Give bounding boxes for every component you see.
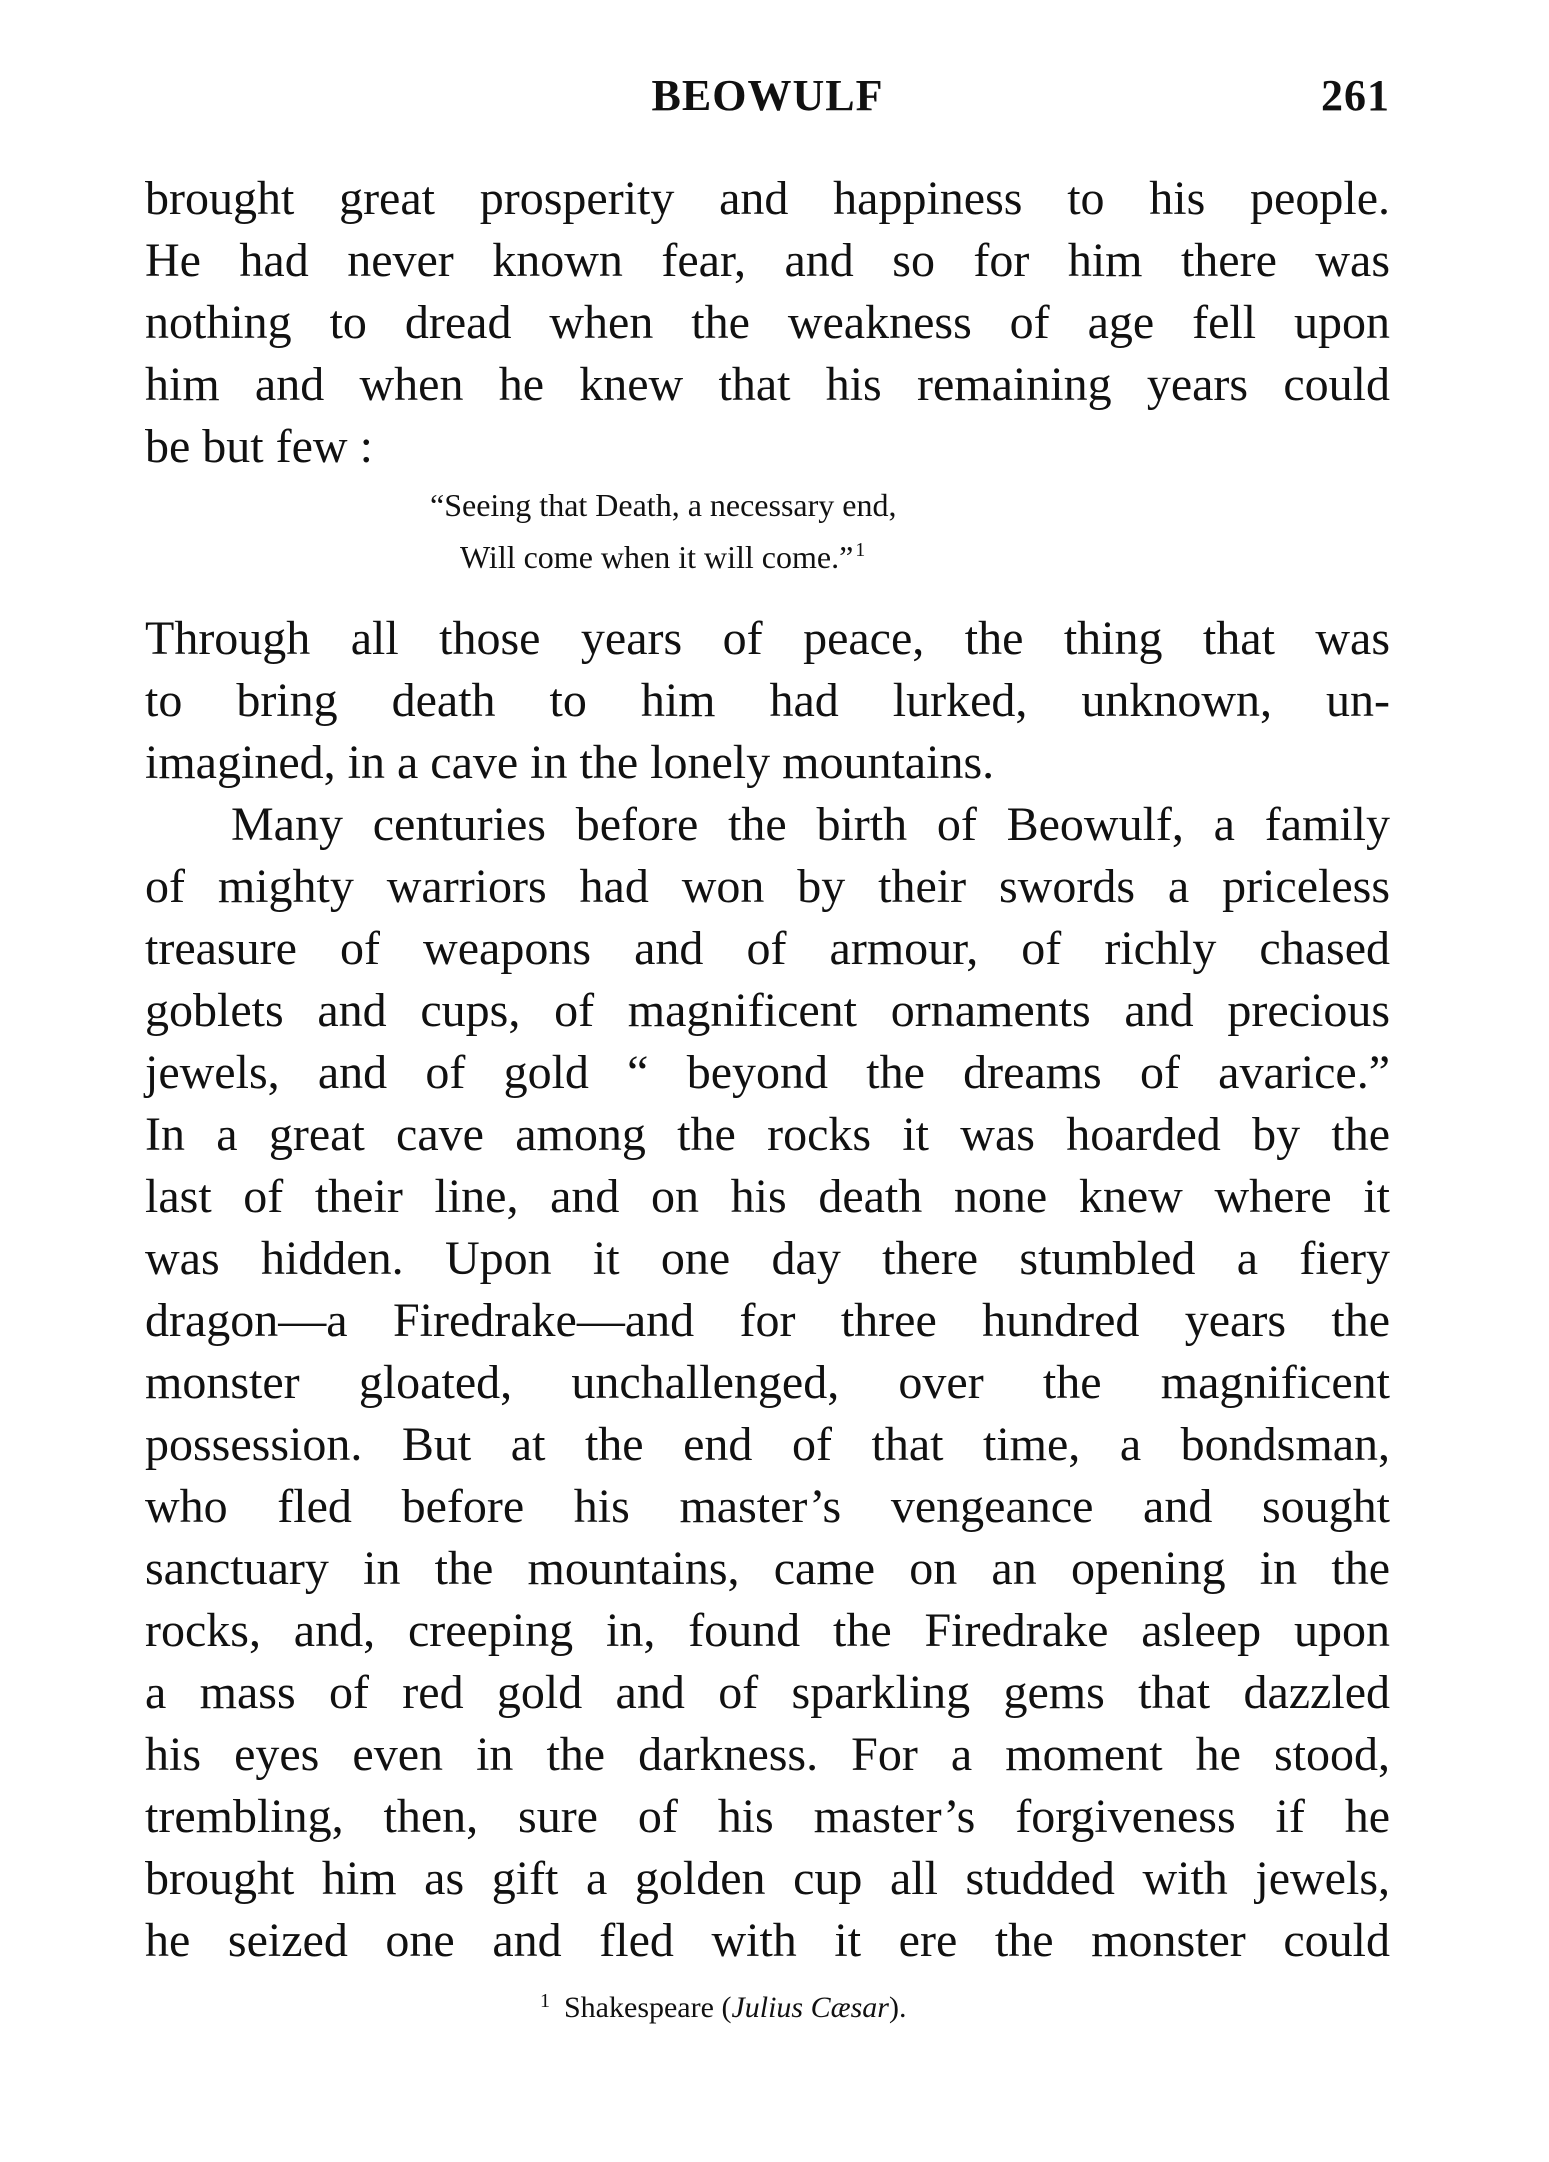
body-text <box>145 608 1390 1972</box>
text-line: trembling, then, sure of his master’s forgiveness if he <box>145 1790 1390 1843</box>
text-line: nothing to dread when the weakness of age fell upon <box>145 296 1390 349</box>
text-line: imagined, in a cave in the lonely mountains. <box>145 736 995 789</box>
text-line: jewels, and of gold “ beyond the dreams of avarice.” <box>145 1046 1390 1099</box>
quote-line: “Seeing that Death, a necessary end, <box>430 487 897 523</box>
paragraph-continued <box>145 168 1390 478</box>
text-line: He had never known fear, and so for him there was <box>145 234 1390 287</box>
text-line: he seized one and fled with it ere the monster could <box>145 1914 1390 1967</box>
text-line: be but few : <box>145 420 373 473</box>
text-line: brought him as gift a golden cup all studded with jewels, <box>145 1852 1390 1905</box>
text-line: his eyes even in the darkness. For a moment he stood, <box>145 1728 1390 1781</box>
text-line: last of their line, and on his death none knew where it <box>145 1170 1390 1223</box>
text-line: sanctuary in the mountains, came on an opening in the <box>145 1542 1390 1595</box>
text-line: of mighty warriors had won by their swords a priceless <box>145 860 1390 913</box>
footnote <box>540 1990 906 2025</box>
text-line: to bring death to him had lurked, unknown, un- <box>145 674 1390 727</box>
text-line: Many centuries before the birth of Beowulf, a family <box>231 798 1390 851</box>
text-line: dragon—a Firedrake—and for three hundred years the <box>145 1294 1390 1347</box>
text-line: possession. But at the end of that time, a bondsman, <box>145 1418 1390 1471</box>
text-line: brought great prosperity and happiness to his people. <box>145 172 1390 225</box>
footnote-close-paren: ). <box>888 1991 907 2024</box>
verse-quotation <box>430 483 896 573</box>
text-line: In a great cave among the rocks it was hoarded by the <box>145 1108 1390 1161</box>
footnote-work-title: Julius Cæsar <box>731 1991 889 2024</box>
footnote-author: Shakespeare <box>564 1991 714 2024</box>
text-line: a mass of red gold and of sparkling gems that dazzled <box>145 1666 1390 1719</box>
text-line: monster gloated, unchallenged, over the magnificent <box>145 1356 1390 1409</box>
text-line: was hidden. Upon it one day there stumbled a fiery <box>145 1232 1390 1285</box>
quote-line <box>430 528 896 573</box>
text-line: Through all those years of peace, the thing that was <box>145 612 1390 665</box>
text-line: rocks, and, creeping in, found the Firedrake asleep upon <box>145 1604 1390 1657</box>
text-line: who fled before his master’s vengeance and sought <box>145 1480 1390 1533</box>
running-title: BEOWULF <box>651 71 884 120</box>
footnote-open-paren: ( <box>721 1991 732 2024</box>
quote-line-text: Will come when it will come.” <box>460 539 854 575</box>
text-line: goblets and cups, of magnificent ornaments and precious <box>145 984 1390 1037</box>
footnote-reference: 1 <box>855 539 866 561</box>
footnote-mark: 1 <box>540 1990 550 2012</box>
text-line: him and when he knew that his remaining years could <box>145 358 1390 411</box>
text-line: treasure of weapons and of armour, of richly chased <box>145 922 1390 975</box>
running-head <box>145 70 1390 130</box>
page-number: 261 <box>1321 71 1390 120</box>
